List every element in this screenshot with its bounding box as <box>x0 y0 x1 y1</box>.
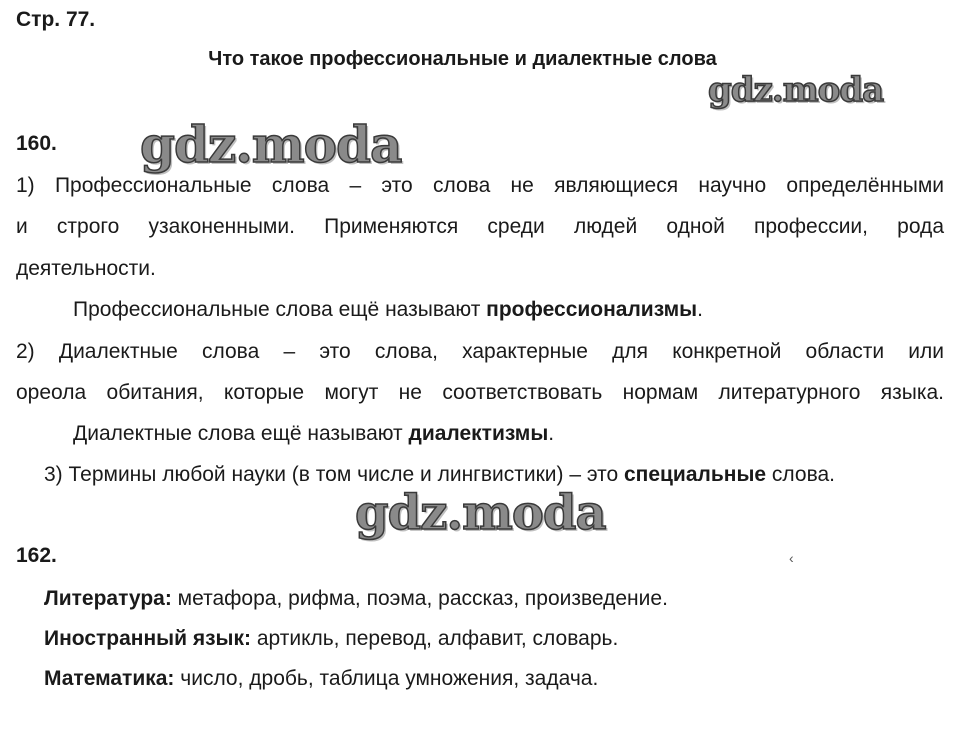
paragraph-text: . <box>697 298 703 321</box>
paragraph-line: 2) Диалектные слова – это слова, характерные для конкретной области или <box>16 340 944 363</box>
category-label: Математика: <box>44 667 175 690</box>
exercise-number: 160. <box>16 132 57 155</box>
watermark-logo: gdz.moda <box>708 70 884 110</box>
paragraph-text: слова. <box>766 463 836 486</box>
exercise-number: 162. <box>16 544 57 567</box>
paragraph-text: 3) Термины любой науки (в том числе и лингвистики) – это <box>44 463 624 486</box>
key-term: специальные <box>623 463 767 486</box>
page-number: Стр. 77. <box>16 8 96 31</box>
list-item <box>44 587 668 611</box>
paragraph <box>73 422 554 446</box>
list-item <box>44 627 618 651</box>
page-title: Что такое профессиональные и диалектные слова <box>208 48 717 70</box>
category-words: метафора, рифма, поэма, рассказ, произведение. <box>171 587 668 610</box>
paragraph-line: и строго узаконенными. Применяются среди людей одной профессии, рода <box>16 215 944 238</box>
list-item <box>44 667 598 691</box>
stray-mark: ‹ <box>789 550 794 566</box>
key-term: профессионализмы <box>486 298 698 321</box>
paragraph-line: ореола обитания, которые могут не соответствовать нормам литературного языка. <box>16 381 944 404</box>
paragraph <box>73 298 703 322</box>
paragraph-line: деятельности. <box>16 257 156 280</box>
paragraph-text: Профессиональные слова ещё называют <box>73 298 487 321</box>
paragraph <box>44 463 835 487</box>
paragraph-line: 1) Профессиональные слова – это слова не являющиеся научно определёнными <box>16 174 944 197</box>
category-words: число, дробь, таблица умножения, задача. <box>174 667 599 690</box>
category-label: Иностранный язык: <box>44 627 251 650</box>
key-term: диалектизмы <box>408 422 549 445</box>
category-label: Литература: <box>44 587 172 610</box>
category-words: артикль, перевод, алфавит, словарь. <box>250 627 619 650</box>
paragraph-text: Диалектные слова ещё называют <box>73 422 409 445</box>
watermark-logo: gdz.moda <box>140 115 402 174</box>
watermark-logo: gdz.moda <box>355 485 606 541</box>
paragraph-text: . <box>548 422 555 445</box>
